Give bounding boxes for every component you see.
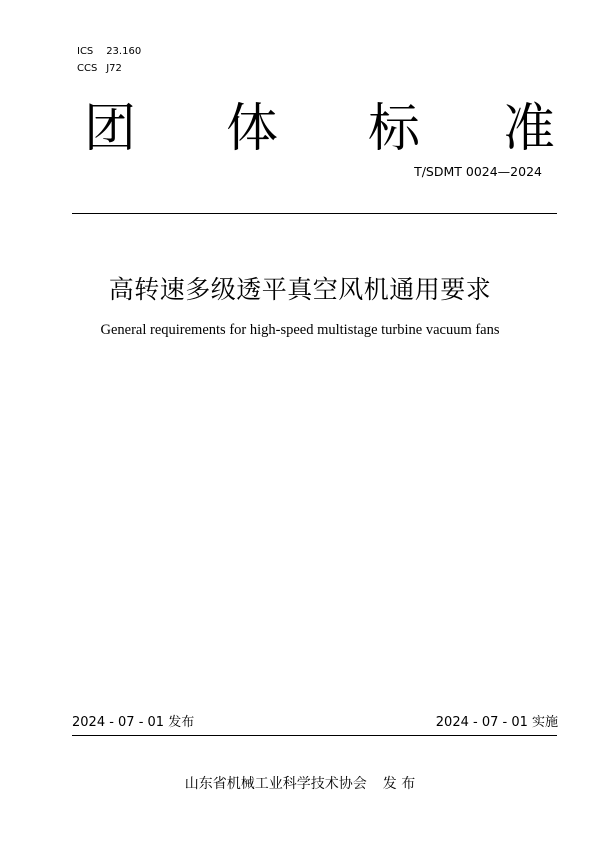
standard-number: T/SDMT 0024—2024	[414, 164, 542, 179]
document-title-chinese: 高转速多级透平真空风机通用要求	[108, 275, 492, 304]
ccs-value: J72	[106, 63, 122, 74]
title-char-1: 团	[84, 99, 137, 159]
publisher-organization: 山东省机械工业科学技术协会	[184, 776, 367, 792]
publish-date: 2024 - 07 - 01 发布	[72, 715, 195, 730]
implement-date: 2024 - 07 - 01 实施	[435, 715, 558, 730]
publisher	[0, 775, 600, 793]
document-title-english: General requirements for high-speed multistage turbine vacuum fans	[100, 322, 500, 338]
ics-code	[77, 46, 141, 58]
publisher-action: 发 布	[382, 776, 416, 792]
ics-value: 23.160	[106, 46, 142, 57]
standard-type-title	[0, 96, 600, 166]
ics-label: ICS	[77, 46, 94, 57]
title-char-3: 标	[368, 99, 421, 159]
top-divider	[72, 213, 557, 214]
title-char-2: 体	[226, 99, 279, 159]
ccs-label: CCS	[77, 63, 98, 74]
bottom-divider	[72, 735, 557, 736]
title-char-4: 准	[503, 99, 556, 159]
ccs-code	[77, 63, 122, 75]
